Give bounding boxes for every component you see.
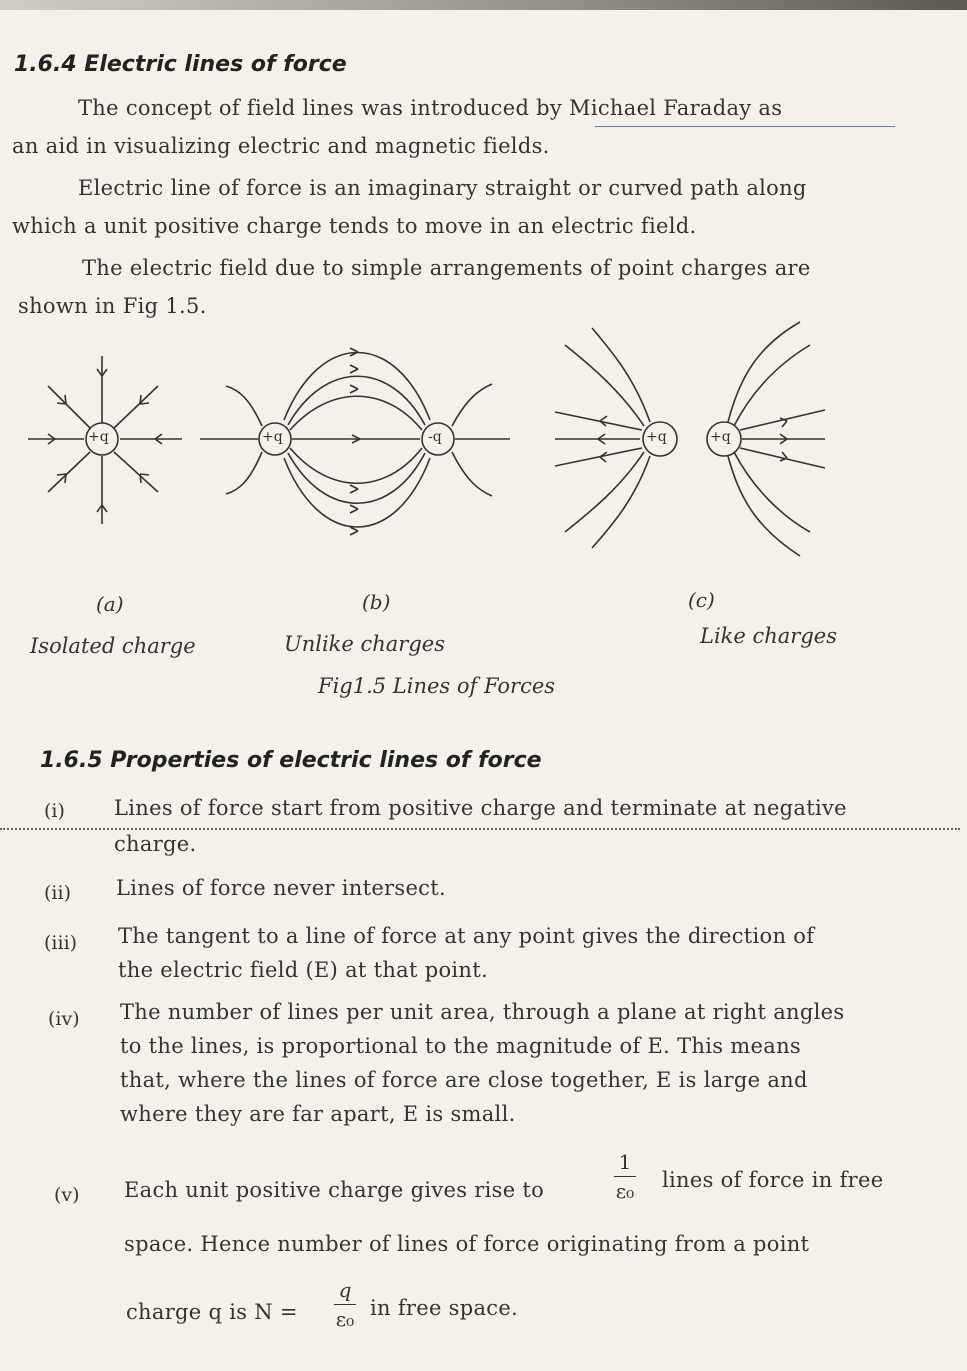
item-5-line-2: space. Hence number of lines of force originating from a point (124, 1232, 810, 1256)
item-3-line-1: The tangent to a line of force at any point gives the direction of (118, 924, 815, 948)
figure-label-b: (b) (362, 590, 391, 614)
section-heading-1-6-5: 1.6.5 Properties of electric lines of force (40, 748, 542, 773)
dotted-artifact-line (0, 828, 960, 830)
item-5-line-3a: charge q is N = (126, 1300, 298, 1324)
item-3-line-2: the electric field (E) at that point. (118, 958, 488, 982)
paragraph-1-line-2: an aid in visualizing electric and magnetic fields. (12, 134, 550, 158)
item-2-number: (ii) (44, 882, 71, 904)
caption-isolated-charge: Isolated charge (30, 634, 196, 658)
figure-label-a: (a) (96, 592, 124, 616)
charge-label-negative: -q (428, 429, 442, 445)
item-1-line-1: Lines of force start from positive charge and terminate at negative (114, 796, 847, 820)
charge-label-isolated: +q (88, 429, 109, 445)
caption-like-charges: Like charges (700, 624, 837, 648)
item-1-line-2: charge. (114, 832, 197, 856)
item-5-number: (v) (54, 1184, 80, 1206)
item-2-line-1: Lines of force never intersect. (116, 876, 446, 900)
paragraph-1-line-1: The concept of field lines was introduced by Michael Faraday as (78, 96, 783, 120)
unlike-charges-diagram (200, 348, 510, 535)
item-1-number: (i) (44, 800, 65, 822)
fraction-bar (334, 1304, 356, 1305)
like-charges-diagram (555, 322, 825, 556)
paragraph-2-line-1: Electric line of force is an imaginary straight or curved path along (78, 176, 807, 200)
charge-label-positive: +q (262, 429, 283, 445)
fraction-numerator: q (338, 1278, 352, 1302)
item-4-line-3: that, where the lines of force are close together, E is large and (120, 1068, 808, 1092)
item-4-line-4: where they are far apart, E is small. (120, 1102, 516, 1126)
paragraph-3-line-1: The electric field due to simple arrangements of point charges are (82, 256, 811, 280)
item-4-line-1: The number of lines per unit area, through a plane at right angles (120, 1000, 845, 1024)
item-3-number: (iii) (44, 932, 78, 954)
item-5-line-1a: Each unit positive charge gives rise to (124, 1178, 545, 1202)
figure-title: Fig1.5 Lines of Forces (318, 674, 556, 698)
charge-label-like-1: +q (646, 429, 667, 445)
item-4-number: (iv) (48, 1008, 80, 1030)
caption-unlike-charges: Unlike charges (284, 632, 445, 656)
figure-label-c: (c) (688, 588, 715, 612)
fraction-bar (614, 1176, 636, 1177)
fraction-one-over-epsilon (614, 1150, 636, 1203)
fraction-denominator: ε₀ (335, 1307, 355, 1331)
paragraph-2-line-2: which a unit positive charge tends to move in an electric field. (12, 214, 697, 238)
item-5-line-1b: lines of force in free (662, 1168, 884, 1192)
fraction-denominator: ε₀ (615, 1179, 635, 1203)
item-5-line-3b: in free space. (370, 1296, 519, 1320)
section-heading-1-6-4: 1.6.4 Electric lines of force (14, 52, 347, 77)
paragraph-3-line-2: shown in Fig 1.5. (18, 294, 207, 318)
fraction-q-over-epsilon (334, 1278, 356, 1331)
fraction-numerator: 1 (618, 1150, 632, 1174)
charge-label-like-2: +q (710, 429, 731, 445)
item-4-line-2: to the lines, is proportional to the magnitude of E. This means (120, 1034, 801, 1058)
